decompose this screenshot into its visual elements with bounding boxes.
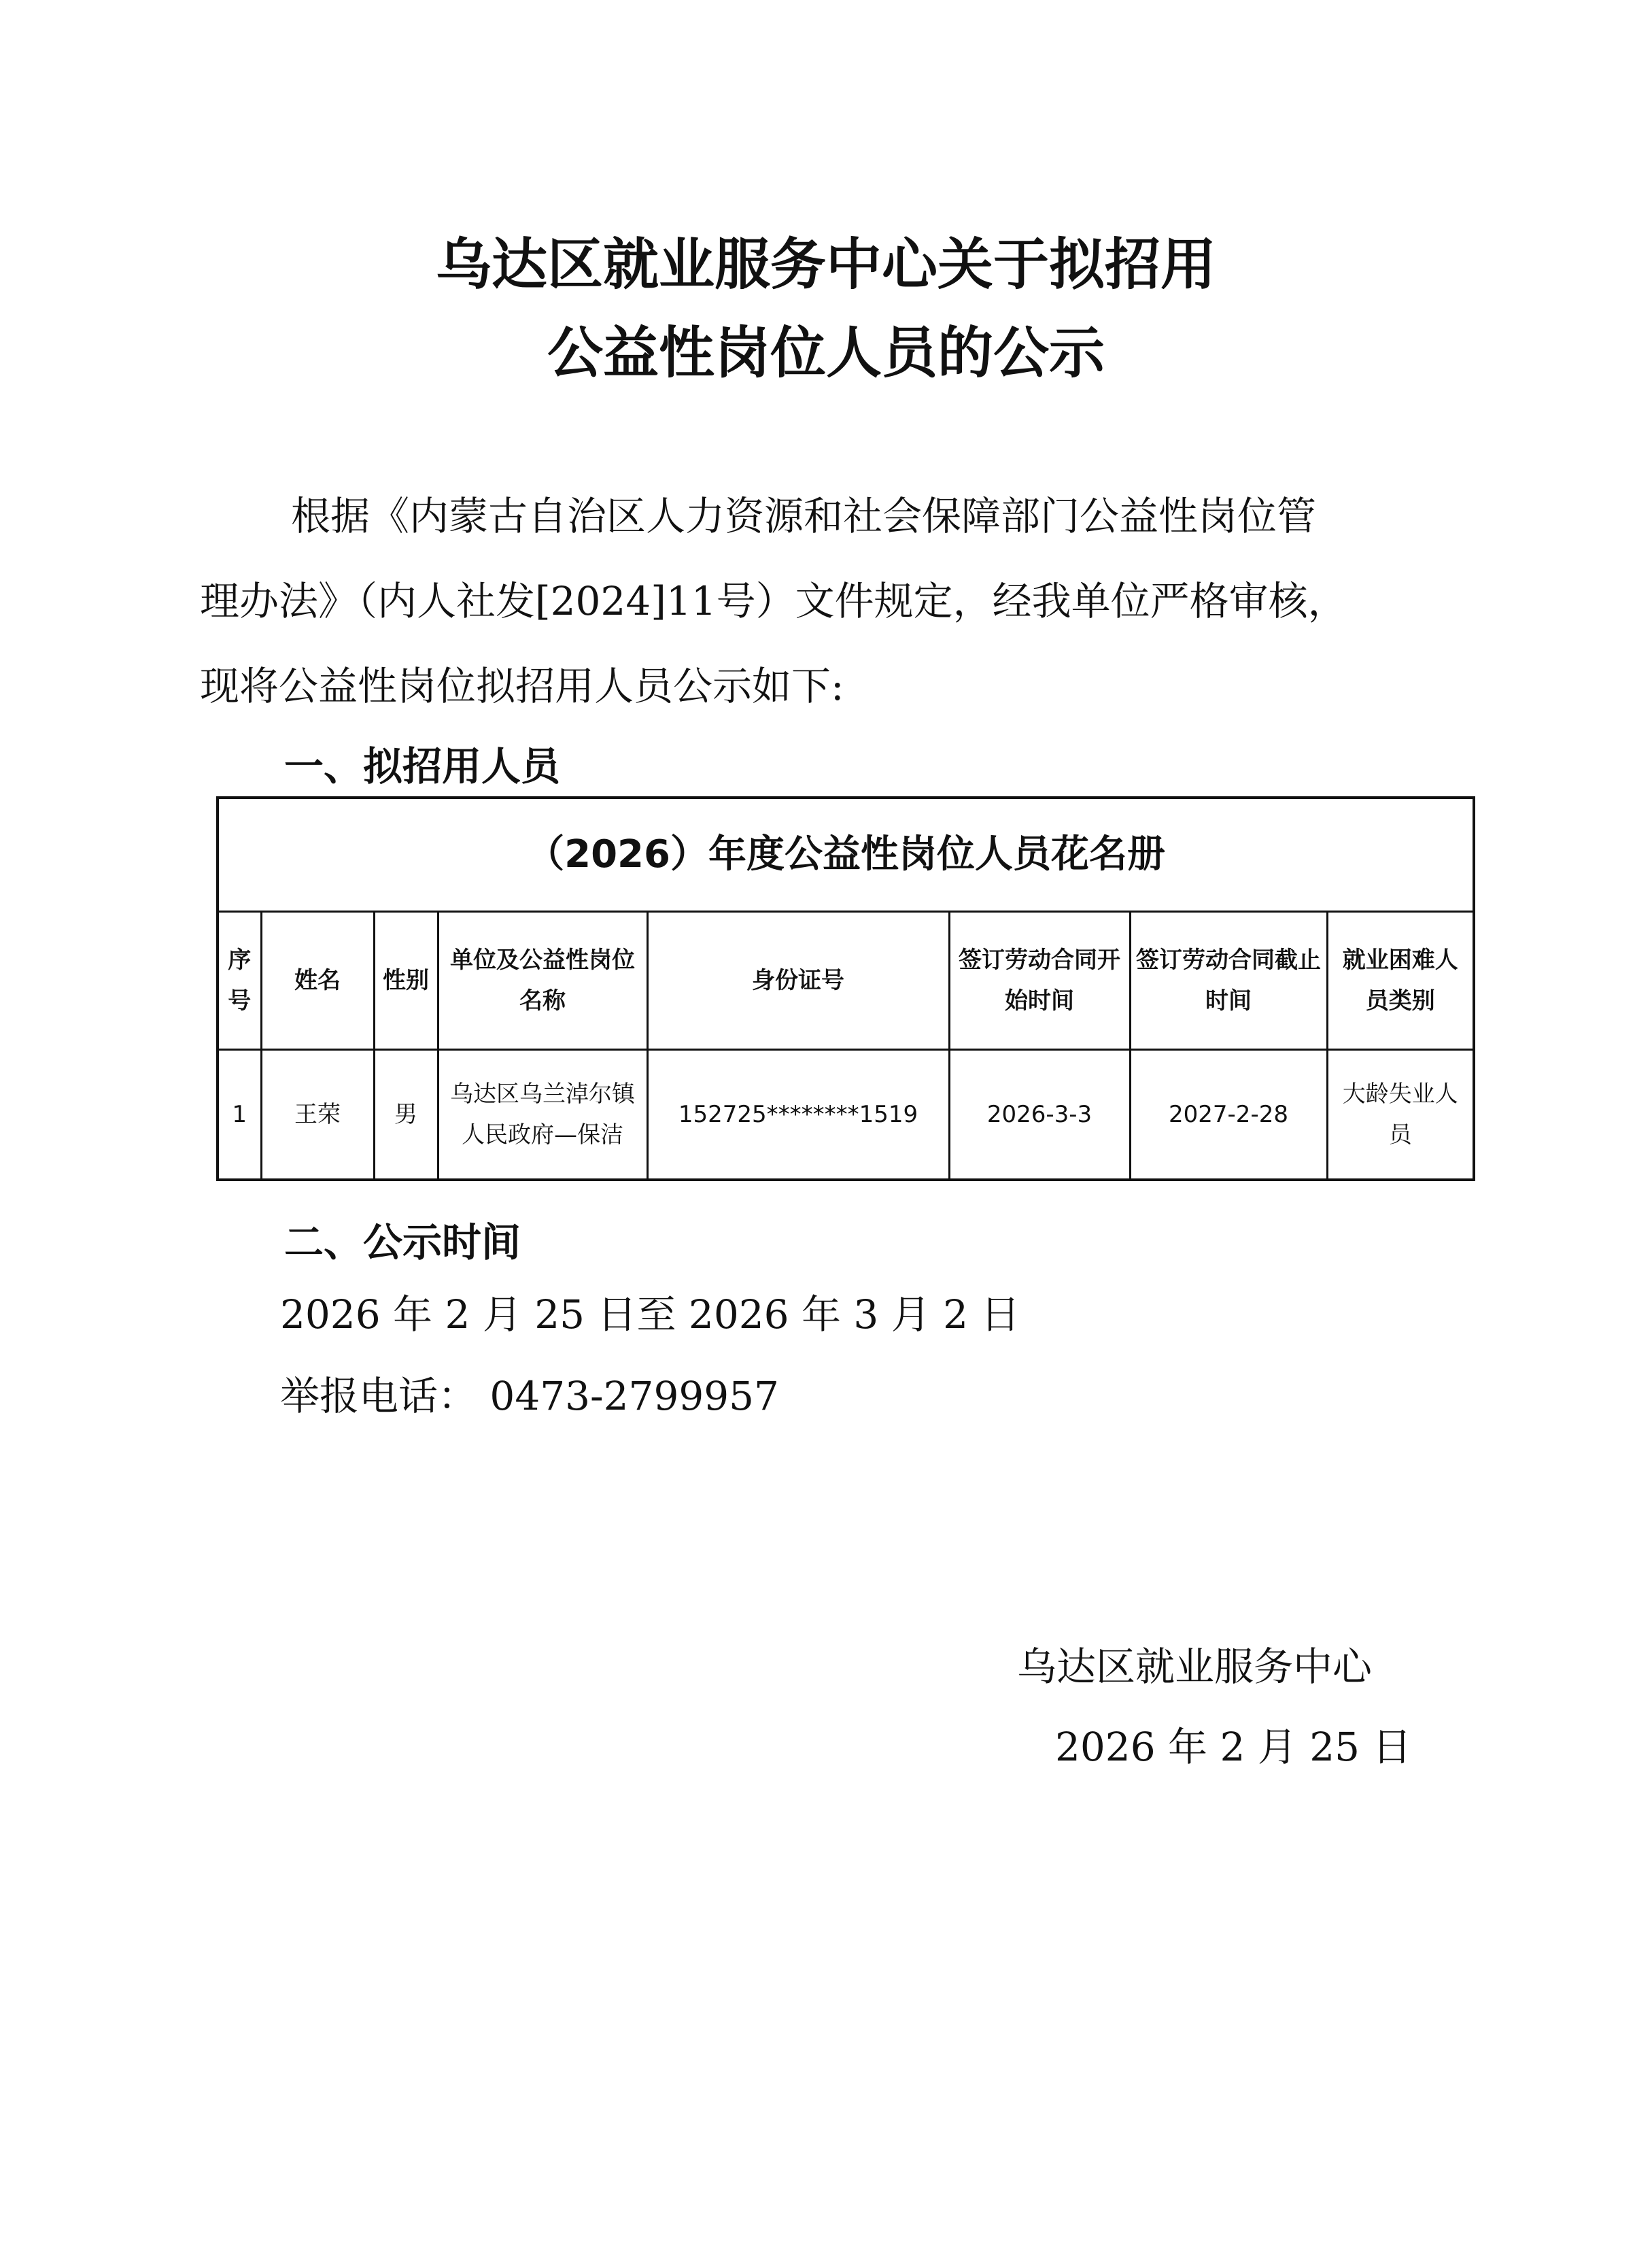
- document-title-line-1: 乌达区就业服务中心关于拟招用: [435, 233, 1216, 297]
- cell-name: 王荣: [261, 1050, 374, 1180]
- roster-header-row: [218, 912, 1474, 1050]
- cell-id-number: 152725********1519: [647, 1050, 949, 1180]
- hotline: 举报电话： 0473-2799957: [280, 1373, 779, 1419]
- announcement-period: 2026 年 2 月 25 日至 2026 年 3 月 2 日: [280, 1291, 1020, 1338]
- header-name: 姓名: [261, 912, 374, 1050]
- signature-org: 乌达区就业服务中心: [1017, 1644, 1373, 1690]
- section-heading-candidates: 一、拟招用人员: [284, 743, 561, 789]
- table-row: [218, 1050, 1474, 1180]
- cell-contract-start: 2026-3-3: [949, 1050, 1130, 1180]
- signature-date: 2026 年 2 月 25 日: [1055, 1724, 1412, 1770]
- intro-line-1: 根据《内蒙古自治区人力资源和社会保障部门公益性岗位管: [291, 493, 1317, 539]
- header-contract-start: 签订劳动合同开始时间: [949, 912, 1130, 1050]
- cell-unit: 乌达区乌兰淖尔镇人民政府—保洁: [438, 1050, 647, 1180]
- cell-category: 大龄失业人员: [1327, 1050, 1474, 1180]
- header-index: 序号: [218, 912, 261, 1050]
- roster-caption: （2026）年度公益性岗位人员花名册: [218, 798, 1474, 912]
- roster-table: [216, 796, 1475, 1181]
- cell-index: 1: [218, 1050, 261, 1180]
- document-title-line-2: 公益性岗位人员的公示: [547, 321, 1105, 386]
- header-contract-end: 签订劳动合同截止时间: [1130, 912, 1327, 1050]
- header-category: 就业困难人员类别: [1327, 912, 1474, 1050]
- intro-line-3: 现将公益性岗位拟招用人员公示如下:: [200, 663, 844, 709]
- header-unit: 单位及公益性岗位名称: [438, 912, 647, 1050]
- header-gender: 性别: [374, 912, 438, 1050]
- intro-line-2: 理办法》（内人社发[2024]11号）文件规定，经我单位严格审核，: [200, 578, 1347, 624]
- cell-gender: 男: [374, 1050, 438, 1180]
- section-heading-period: 二、公示时间: [284, 1219, 521, 1265]
- header-id-number: 身份证号: [647, 912, 949, 1050]
- cell-contract-end: 2027-2-28: [1130, 1050, 1327, 1180]
